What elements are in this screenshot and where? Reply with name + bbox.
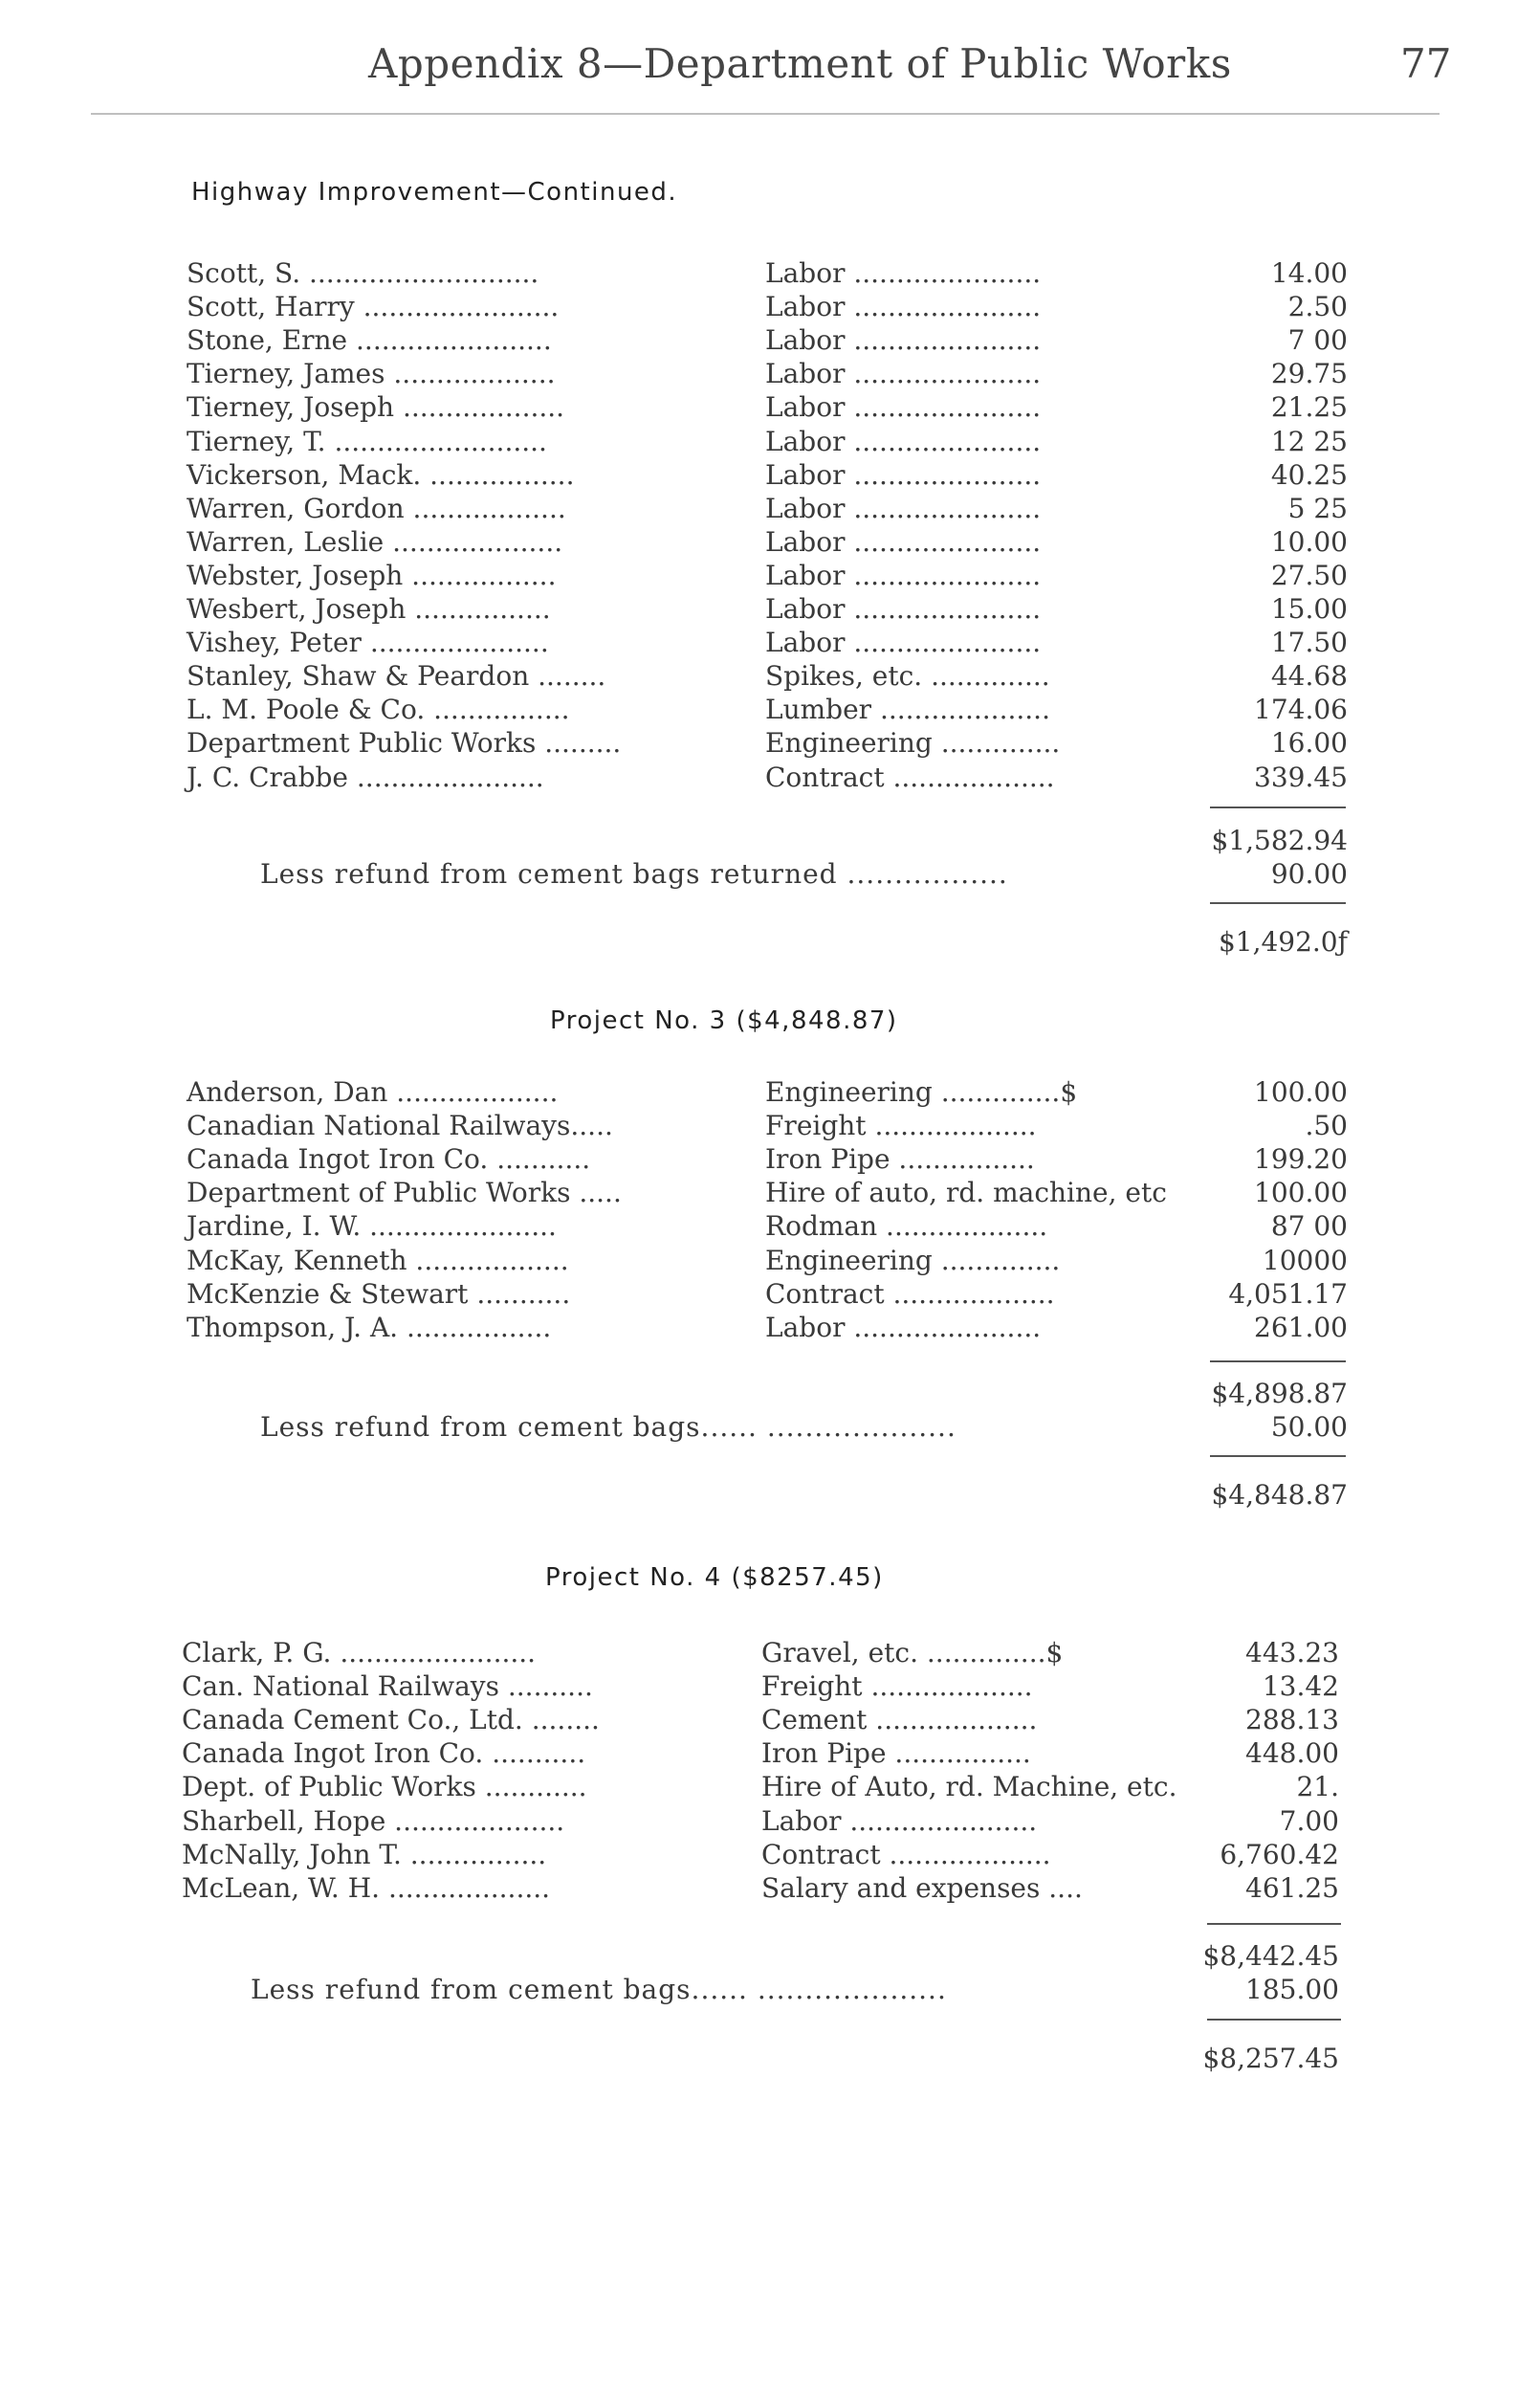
row-description: Hire of Auto, rd. Machine, etc. — [761, 1771, 1177, 1803]
table-row — [0, 290, 1517, 323]
table-row — [0, 1075, 1517, 1109]
row-description: Engineering .............. — [765, 727, 1061, 760]
row-name: Webster, Joseph ................. — [187, 559, 557, 591]
row-description: Gravel, etc. ..............$ — [761, 1637, 1064, 1668]
row-amount: 17.50 — [1270, 627, 1348, 659]
row-name: Sharbell, Hope .................... — [182, 1804, 565, 1837]
row-description: Labor ...................... — [765, 458, 1042, 491]
subtotal-rule — [1210, 1360, 1346, 1362]
row-name: Canada Ingot Iron Co. ........... — [182, 1737, 586, 1770]
row-name: L. M. Poole & Co. ................ — [187, 694, 570, 726]
row-name: Scott, S. ........................... — [187, 257, 539, 289]
project-3-subtotal: $4,898.87 — [1211, 1378, 1348, 1409]
row-description: Labor ...................... — [765, 257, 1042, 289]
row-amount: 100.00 — [1254, 1076, 1348, 1108]
table-row — [0, 1311, 1517, 1344]
section-title-project-4: Project No. 4 ($8257.45) — [545, 1563, 884, 1592]
row-name: McNally, John T. ................ — [182, 1838, 547, 1870]
row-description: Lumber .................... — [765, 694, 1050, 726]
row-amount: 21.25 — [1270, 391, 1348, 424]
total-rule — [1210, 902, 1346, 904]
row-amount: 261.00 — [1254, 1311, 1348, 1343]
highway-refund-amount: 90.00 — [1270, 858, 1348, 890]
project-3-total: $4,848.87 — [1211, 1479, 1348, 1511]
table-row — [0, 1636, 1517, 1669]
table-row — [0, 1209, 1517, 1243]
row-amount: 174.06 — [1254, 694, 1348, 726]
table-row — [0, 1804, 1517, 1838]
table-row — [0, 626, 1517, 659]
row-description: Labor ...................... — [765, 324, 1042, 357]
row-name: McLean, W. H. ................... — [182, 1871, 551, 1904]
row-amount: 87 00 — [1270, 1210, 1348, 1243]
row-amount: 4,051.17 — [1228, 1277, 1348, 1310]
subtotal-rule — [1210, 806, 1346, 808]
row-amount: 288.13 — [1245, 1704, 1339, 1736]
row-amount: 44.68 — [1270, 660, 1348, 693]
row-name: Clark, P. G. ....................... — [182, 1637, 537, 1668]
row-description: Freight ................... — [765, 1110, 1037, 1142]
highway-subtotal: $1,582.94 — [1211, 825, 1348, 856]
table-row — [0, 323, 1517, 357]
row-description: Contract ................... — [761, 1838, 1051, 1870]
project-4-subtotal: $8,442.45 — [1202, 1940, 1339, 1972]
table-row — [0, 592, 1517, 626]
row-description: Freight ................... — [761, 1670, 1033, 1703]
table-row — [0, 256, 1517, 290]
row-description: Labor ...................... — [765, 358, 1042, 390]
total-rule — [1207, 2019, 1341, 2021]
row-name: Dept. of Public Works ............ — [182, 1771, 587, 1803]
table-row — [0, 1244, 1517, 1277]
row-name: Jardine, I. W. ...................... — [187, 1210, 557, 1243]
row-description: Cement ................... — [761, 1704, 1038, 1736]
row-amount: 6,760.42 — [1220, 1838, 1339, 1870]
table-row — [0, 1770, 1517, 1803]
row-name: Canada Ingot Iron Co. ........... — [187, 1143, 591, 1176]
section-title-highway: Highway Improvement—Continued. — [191, 178, 678, 207]
row-name: Warren, Leslie .................... — [187, 525, 563, 558]
row-amount: 14.00 — [1270, 257, 1348, 289]
row-amount: 7 00 — [1287, 324, 1348, 357]
row-amount: 16.00 — [1270, 727, 1348, 760]
table-row — [0, 726, 1517, 760]
table-row — [0, 659, 1517, 693]
row-description: Labor ...................... — [765, 425, 1042, 457]
row-description: Iron Pipe ................ — [765, 1143, 1035, 1176]
row-name: Can. National Railways .......... — [182, 1670, 593, 1703]
row-name: Canada Cement Co., Ltd. ........ — [182, 1704, 600, 1736]
row-description: Labor ...................... — [765, 492, 1042, 524]
table-row — [0, 357, 1517, 390]
table-row — [0, 1669, 1517, 1703]
row-name: Scott, Harry ....................... — [187, 291, 560, 323]
row-amount: 10000 — [1262, 1244, 1348, 1276]
row-amount: 461.25 — [1245, 1871, 1339, 1904]
row-amount: 100.00 — [1254, 1177, 1348, 1209]
row-description: Contract ................... — [765, 1277, 1055, 1310]
row-amount: 21. — [1296, 1771, 1339, 1803]
row-description: Engineering .............. — [765, 1244, 1061, 1276]
row-name: Department Public Works ......... — [187, 727, 622, 760]
row-description: Hire of auto, rd. machine, etc — [765, 1177, 1167, 1209]
row-description: Spikes, etc. .............. — [765, 660, 1050, 693]
row-amount: 2.50 — [1287, 291, 1348, 323]
row-amount: 5 25 — [1287, 492, 1348, 524]
row-description: Labor ...................... — [765, 291, 1042, 323]
row-name: Stanley, Shaw & Peardon ........ — [187, 660, 606, 693]
table-row — [0, 458, 1517, 492]
row-amount: .50 — [1305, 1110, 1348, 1142]
project-3-refund-amount: 50.00 — [1270, 1411, 1348, 1443]
row-name: Vishey, Peter ..................... — [187, 627, 549, 659]
table-row — [0, 559, 1517, 592]
total-rule — [1210, 1455, 1346, 1457]
row-name: Warren, Gordon .................. — [187, 492, 566, 524]
header-divider — [91, 113, 1440, 115]
row-description: Labor ...................... — [765, 593, 1042, 625]
table-row — [0, 1871, 1517, 1905]
table-row — [0, 1109, 1517, 1142]
row-name: J. C. Crabbe ...................... — [187, 761, 544, 793]
row-description: Labor ...................... — [765, 391, 1042, 424]
highway-refund-label: Less refund from cement bags returned ................. — [260, 858, 1008, 890]
row-amount: 443.23 — [1245, 1637, 1339, 1668]
row-amount: 40.25 — [1270, 458, 1348, 491]
project-4-total: $8,257.45 — [1202, 2043, 1339, 2074]
row-amount: 7.00 — [1279, 1804, 1339, 1837]
page-number: 77 — [1400, 40, 1452, 87]
table-row — [0, 1176, 1517, 1209]
table-row — [0, 390, 1517, 424]
row-amount: 339.45 — [1254, 761, 1348, 793]
row-description: Labor ...................... — [761, 1804, 1038, 1837]
row-name: McKay, Kenneth .................. — [187, 1244, 569, 1276]
row-amount: 13.42 — [1262, 1670, 1339, 1703]
row-name: McKenzie & Stewart ........... — [187, 1277, 571, 1310]
table-row — [0, 492, 1517, 525]
table-row — [0, 425, 1517, 458]
row-description: Rodman ................... — [765, 1210, 1048, 1243]
table-row — [0, 1736, 1517, 1770]
highway-total: $1,492.0ƒ — [1218, 926, 1348, 958]
row-name: Thompson, J. A. ................. — [187, 1311, 552, 1343]
table-row — [0, 1703, 1517, 1736]
table-row — [0, 1277, 1517, 1311]
subtotal-rule — [1207, 1923, 1341, 1925]
row-amount: 27.50 — [1270, 559, 1348, 591]
table-row — [0, 761, 1517, 794]
table-row — [0, 525, 1517, 559]
section-title-project-3: Project No. 3 ($4,848.87) — [550, 1006, 898, 1035]
row-description: Labor ...................... — [765, 559, 1042, 591]
row-amount: 10.00 — [1270, 525, 1348, 558]
row-amount: 12 25 — [1270, 425, 1348, 457]
row-name: Wesbert, Joseph ................ — [187, 593, 551, 625]
row-amount: 199.20 — [1254, 1143, 1348, 1176]
row-description: Labor ...................... — [765, 627, 1042, 659]
row-amount: 15.00 — [1270, 593, 1348, 625]
page-header-title: Appendix 8—Department of Public Works — [368, 40, 1232, 87]
table-row — [0, 693, 1517, 726]
row-name: Tierney, Joseph ................... — [187, 391, 565, 424]
row-description: Labor ...................... — [765, 525, 1042, 558]
project-4-refund-amount: 185.00 — [1245, 1974, 1339, 2005]
row-name: Vickerson, Mack. ................. — [187, 458, 575, 491]
row-amount: 29.75 — [1270, 358, 1348, 390]
project-4-refund-label: Less refund from cement bags...... .................... — [251, 1974, 947, 2005]
row-description: Salary and expenses .... — [761, 1871, 1083, 1904]
row-name: Department of Public Works ..... — [187, 1177, 622, 1209]
row-description: Contract ................... — [765, 761, 1055, 793]
row-description: Iron Pipe ................ — [761, 1737, 1031, 1770]
row-name: Tierney, T. ......................... — [187, 425, 547, 457]
row-name: Anderson, Dan ................... — [187, 1076, 559, 1108]
row-amount: 448.00 — [1245, 1737, 1339, 1770]
row-description: Engineering ..............$ — [765, 1076, 1078, 1108]
row-description: Labor ...................... — [765, 1311, 1042, 1343]
project-3-refund-label: Less refund from cement bags...... .................... — [260, 1411, 956, 1443]
row-name: Stone, Erne ....................... — [187, 324, 552, 357]
row-name: Tierney, James ................... — [187, 358, 556, 390]
table-row — [0, 1838, 1517, 1871]
table-row — [0, 1142, 1517, 1176]
row-name: Canadian National Railways..... — [187, 1110, 613, 1142]
